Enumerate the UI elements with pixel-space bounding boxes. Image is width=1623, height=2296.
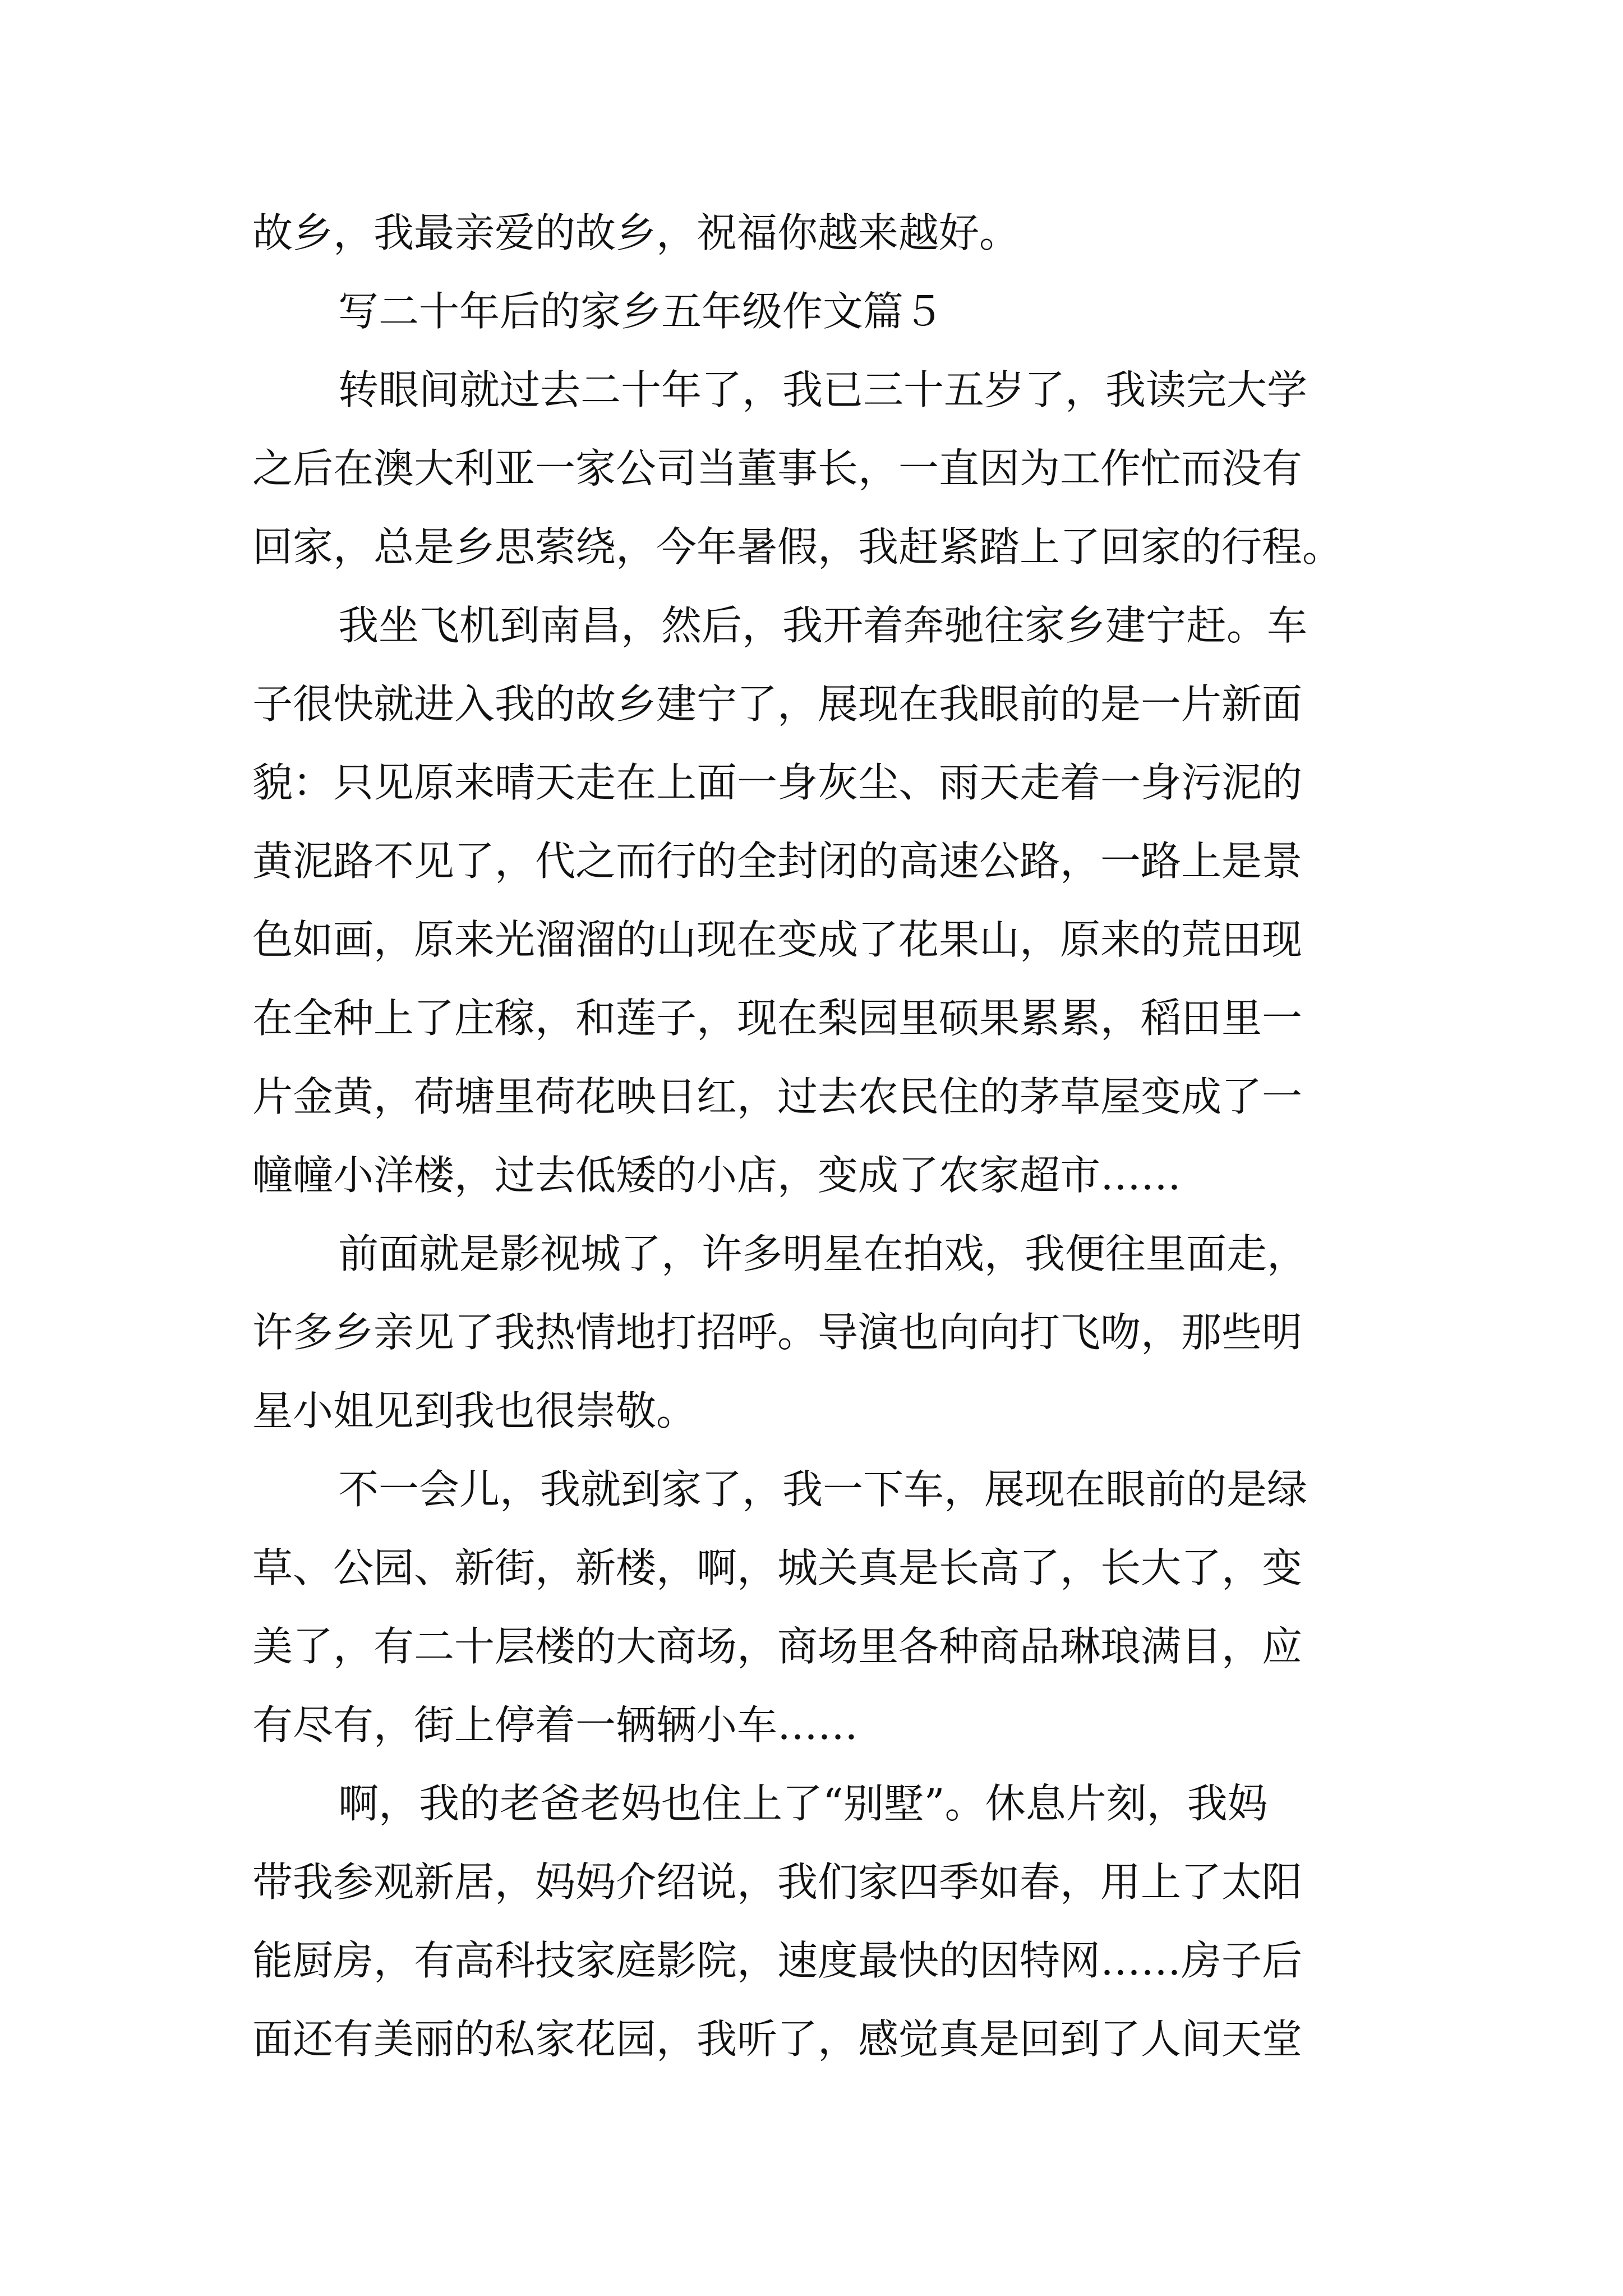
text-line: 片金黄，荷塘里荷花映日红，过去农民住的茅草屋变成了一 [252, 1073, 1303, 1120]
text-line: 前面就是影视城了，许多明星在拍戏，我便往里面走， [338, 1230, 1308, 1277]
text-line: 故乡，我最亲爱的故乡，祝福你越来越好。 [252, 209, 1020, 256]
text-line: 色如画，原来光溜溜的山现在变成了花果山，原来的荒田现 [252, 916, 1303, 963]
text-line: 面还有美丽的私家花园，我听了，感觉真是回到了人间天堂 [252, 2016, 1303, 2063]
text-line: 美了，有二十层楼的大商场，商场里各种商品琳琅满目，应 [252, 1623, 1303, 1670]
text-line: 我坐飞机到南昌，然后，我开着奔驰往家乡建宁赶。车 [338, 602, 1308, 649]
text-line: 带我参观新居，妈妈介绍说，我们家四季如春，用上了太阳 [252, 1858, 1303, 1906]
text-line: 有尽有，街上停着一辆辆小车…… [252, 1701, 859, 1749]
text-line: 在全种上了庄稼，和莲子，现在梨园里硕果累累，稻田里一 [252, 995, 1303, 1042]
text-line: 星小姐见到我也很崇敬。 [252, 1387, 697, 1434]
text-line: 之后在澳大利亚一家公司当董事长，一直因为工作忙而没有 [252, 445, 1303, 492]
text-line: 子很快就进入我的故乡建宁了，展现在我眼前的是一片新面 [252, 680, 1303, 728]
section-heading: 写二十年后的家乡五年级作文篇５ [338, 288, 944, 335]
text-line: 草、公园、新街，新楼，啊，城关真是长高了，长大了，变 [252, 1544, 1303, 1591]
text-line: 黄泥路不见了，代之而行的全封闭的高速公路，一路上是景 [252, 838, 1303, 885]
text-line: 转眼间就过去二十年了，我已三十五岁了，我读完大学 [338, 366, 1308, 413]
text-line: 貌：只见原来晴天走在上面一身灰尘、雨天走着一身污泥的 [252, 759, 1303, 806]
text-line: 回家，总是乡思萦绕，今年暑假，我赶紧踏上了回家的行程。 [252, 523, 1343, 570]
text-line: 能厨房，有高科技家庭影院，速度最快的因特网……房子后 [252, 1937, 1303, 1984]
text-line: 不一会儿，我就到家了，我一下车，展现在眼前的是绿 [338, 1466, 1308, 1513]
text-line: 啊，我的老爸老妈也住上了“别墅”。休息片刻，我妈 [338, 1780, 1268, 1827]
text-line: 许多乡亲见了我热情地打招呼。导演也向向打飞吻，那些明 [252, 1309, 1303, 1356]
text-line: 幢幢小洋楼，过去低矮的小店，变成了农家超市…… [252, 1152, 1182, 1199]
